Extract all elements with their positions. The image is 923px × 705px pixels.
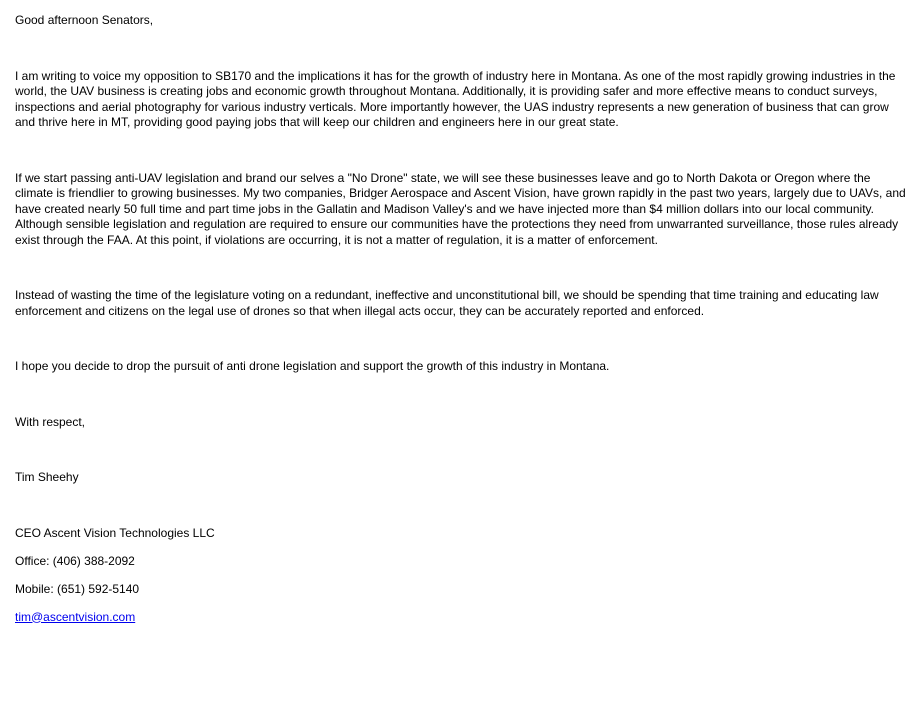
signature-name: Tim Sheehy (15, 470, 79, 484)
letter-body (15, 13, 910, 638)
paragraph-education: Instead of wasting the time of the legislature voting on a redundant, ineffective and unconstitutional bill, we should be spending that time training and educating law enforcement and citizens on the legal use of drones so that when illegal acts occur, they can be accurately reported and enforced. (15, 288, 879, 318)
paragraph-opposition: I am writing to voice my opposition to SB170 and the implications it has for the growth of industry here in Montana. As one of the most rapidly growing industries in the world, the UAV business is creating jobs and economic growth throughout Montana. Additionally, it is providing safer and more effective means to conduct surveys, inspections and aerial photography for various industry verticals. More importantly however, the UAS industry represents a new generation of business that can grow and thrive here in MT, providing good paying jobs that will keep our children and engineers here in our great state. (15, 68, 896, 129)
email-link[interactable]: tim@ascentvision.com (15, 609, 136, 624)
signature-email-line (15, 610, 910, 626)
signature-office-phone: Office: (406) 388-2092 (15, 553, 135, 568)
greeting: Good afternoon Senators, (15, 13, 154, 27)
paragraph-request: I hope you decide to drop the pursuit of anti drone legislation and support the growth of this industry in Montana. (15, 359, 610, 373)
signature-mobile-phone: Mobile: (651) 592-5140 (15, 581, 140, 596)
paragraph-businesses: If we start passing anti-UAV legislation and brand our selves a "No Drone" state, we will see these businesses leave and go to North Dakota or Oregon where the climate is friendlier to growing businesses. My two companies, Bridger Aerospace and Ascent Vision, have grown rapidly in the past two years, largely due to UAVs, and have created nearly 50 full time and part time jobs in the Gallatin and Madison Valley's and we have injected more than $4 million dollars into our local community. Although sensible legislation and regulation are required to ensure our communities have the protections they need from unwarranted surveillance, those rules already exist through the FAA. At this point, if violations are occurring, it is not a matter of regulation, it is a matter of enforcement. (15, 170, 906, 247)
closing: With respect, (15, 414, 86, 429)
signature-title: CEO Ascent Vision Technologies LLC (15, 525, 215, 540)
